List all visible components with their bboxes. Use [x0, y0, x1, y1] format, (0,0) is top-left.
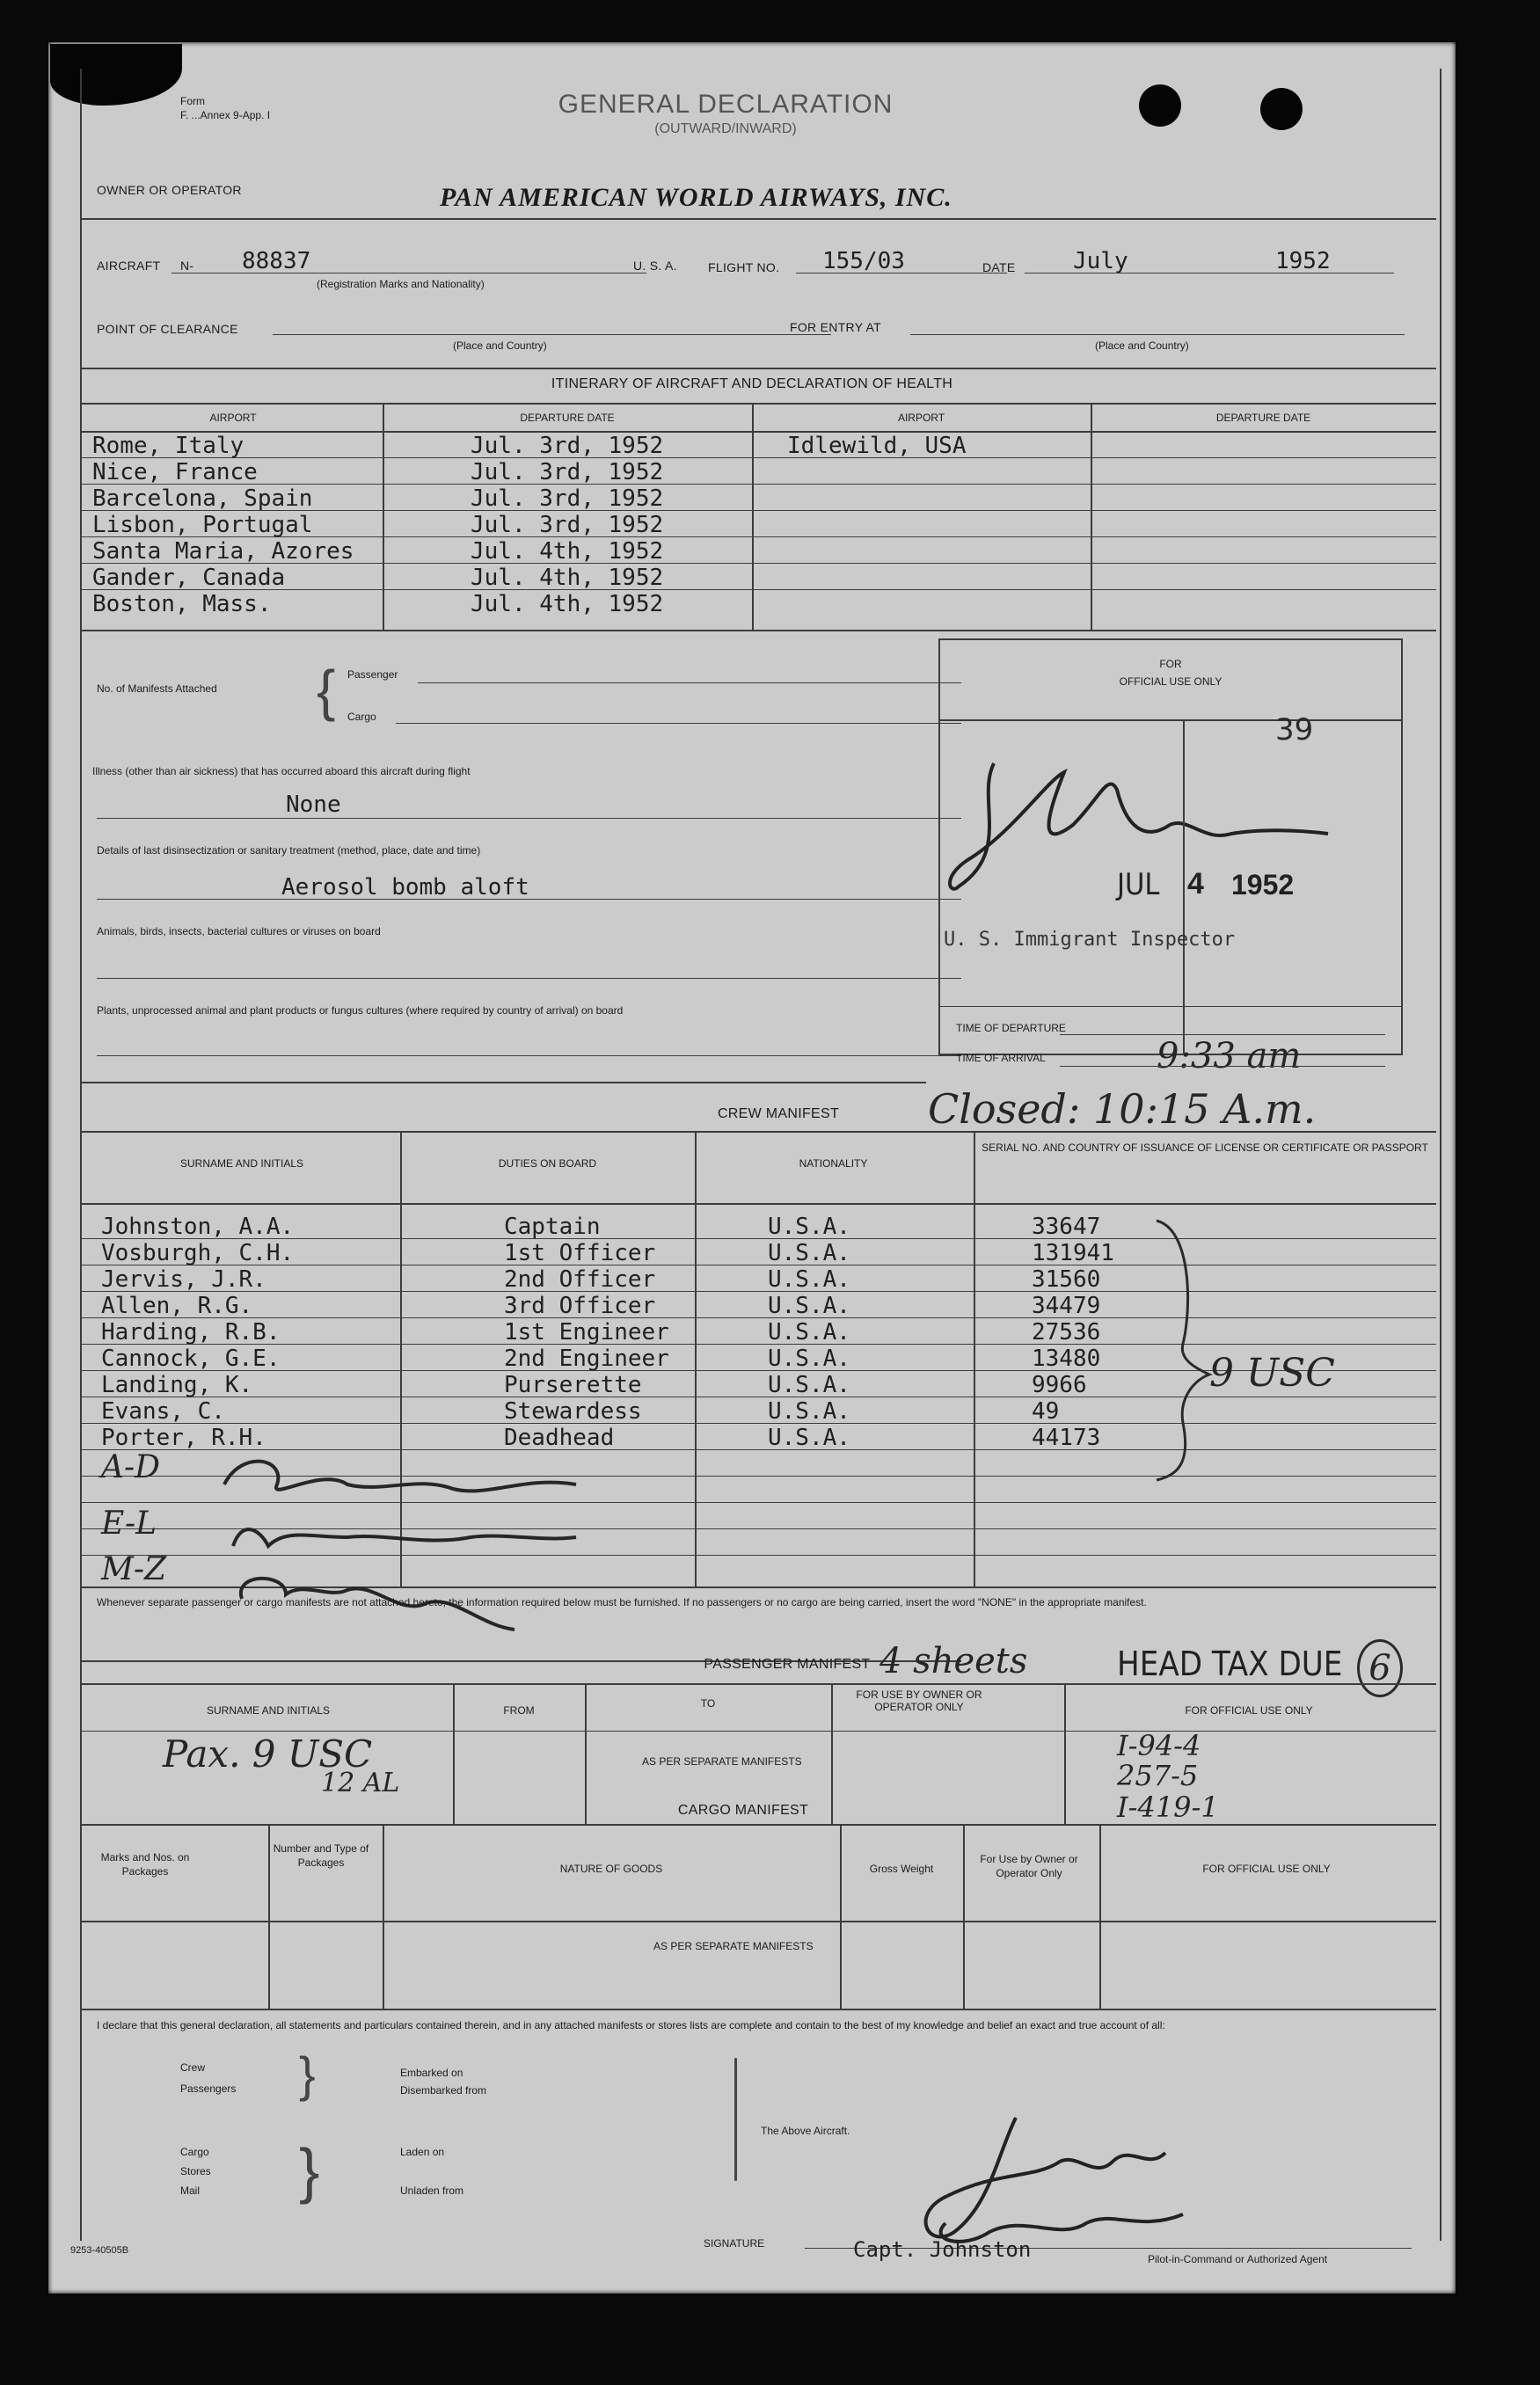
official-number: 39: [1275, 712, 1314, 748]
crew-col-serial: SERIAL NO. AND COUNTRY OF ISSUANCE OF LICENSE OR CERTIFICATE OR PASSPORT: [982, 1141, 1428, 1154]
declaration-sheet: [48, 42, 1456, 2294]
official-title-1: FOR: [1159, 658, 1182, 670]
passenger-title: PASSENGER MANIFEST: [704, 1657, 871, 1672]
passenger-col-to: TO: [700, 1697, 716, 1710]
manifests-brace: {: [317, 659, 336, 722]
illness-value: None: [286, 791, 341, 818]
crew-duty: 3rd Officer: [504, 1293, 656, 1319]
owner-label: OWNER OR OPERATOR: [97, 183, 242, 197]
passenger-col-owner: FOR USE BY OWNER OR OPERATOR ONLY: [856, 1688, 982, 1713]
itinerary-col-departure: DEPARTURE DATE: [520, 412, 615, 424]
cargo-col-marks: Marks and Nos. on Packages: [100, 1851, 190, 1878]
declaration-big-brace: [734, 2058, 737, 2181]
crew-duty: Purserette: [504, 1372, 642, 1398]
cargo-manifest-label: Cargo: [347, 711, 376, 723]
time-arrival-value: 9:33 am: [1157, 1036, 1302, 1076]
closed-note: Closed: 10:15 A.m.: [928, 1085, 1317, 1133]
entry-caption: (Place and Country): [1095, 339, 1189, 352]
crew-nationality: U.S.A.: [768, 1346, 850, 1372]
usa-label: U. S. A.: [633, 259, 677, 273]
crew-col-surname: SURNAME AND INITIALS: [179, 1157, 304, 1170]
signature-label: SIGNATURE: [704, 2237, 765, 2250]
date-year: 1952: [1275, 248, 1331, 274]
crew-serial: 33647: [1032, 1214, 1101, 1240]
owner-value: PAN AMERICAN WORLD AIRWAYS, INC.: [440, 183, 952, 212]
itinerary-date: Jul. 4th, 1952: [471, 565, 664, 591]
itinerary-arrival-airport: Idlewild, USA: [787, 433, 967, 459]
head-tax-due: HEAD TAX DUE: [1117, 1645, 1343, 1683]
crew-nationality: U.S.A.: [768, 1293, 850, 1319]
registration-caption: (Registration Marks and Nationality): [317, 278, 485, 290]
manifests-label: No. of Manifests Attached: [97, 682, 217, 695]
stamp-month: JUL: [1117, 867, 1160, 902]
crew-duty: Stewardess: [504, 1398, 642, 1425]
crew-nationality: U.S.A.: [768, 1425, 850, 1451]
stamp-day: 4: [1187, 867, 1204, 901]
crew-name: Vosburgh, C.H.: [101, 1240, 295, 1266]
manifest-instructions: Whenever separate passenger or cargo manifests are not attached hereto, the information required below must be furnished. If no passengers or no cargo are being carried, insert the word "NONE" in the appropriate manifest.: [97, 1596, 1147, 1608]
disinsect-value: Aerosol bomb aloft: [281, 874, 529, 901]
official-title-2: OFFICIAL USE ONLY: [1119, 675, 1223, 688]
itinerary-date: Jul. 4th, 1952: [471, 538, 664, 565]
punch-hole-right: [1260, 88, 1303, 130]
itinerary-airport: Rome, Italy: [92, 433, 245, 459]
declaration-brace-2: }: [299, 2136, 320, 2205]
crew-nationality: U.S.A.: [768, 1266, 850, 1293]
declaration-above-aircraft: The Above Aircraft.: [761, 2125, 850, 2137]
declaration-cargo: Cargo: [180, 2146, 209, 2158]
declaration-mail: Mail: [180, 2184, 201, 2197]
itinerary-airport: Nice, France: [92, 459, 258, 485]
declaration-text: I declare that this general declaration, all statements and particulars contained therein, and in any attached manifests or stores lists are complete and contain to the best of my knowledge and belief an exact and true account of all:: [97, 2019, 1165, 2031]
itinerary-airport: Lisbon, Portugal: [92, 512, 313, 538]
itinerary-date: Jul. 3rd, 1952: [471, 512, 664, 538]
aircraft-prefix: N-: [180, 259, 194, 273]
declaration-embarked: Embarked on: [400, 2067, 463, 2079]
date-label: DATE: [982, 260, 1016, 274]
head-tax-circle: 6: [1357, 1639, 1403, 1697]
stamp-line: U. S. Immigrant Inspector: [944, 929, 1236, 951]
passenger-col-surname: SURNAME AND INITIALS: [206, 1704, 331, 1717]
form-title: GENERAL DECLARATION: [558, 90, 894, 119]
form-annex: F. ...Annex 9-App. I: [180, 109, 271, 121]
itinerary-airport: Gander, Canada: [92, 565, 286, 591]
cargo-col-goods: NATURE OF GOODS: [559, 1863, 663, 1875]
itinerary-title: ITINERARY OF AIRCRAFT AND DECLARATION OF HEALTH: [551, 376, 953, 391]
form-number: Form: [180, 95, 205, 107]
itinerary-col-airport: AIRPORT: [209, 412, 257, 424]
crew-serial: 27536: [1032, 1319, 1101, 1346]
signer-name: Capt. Johnston: [853, 2237, 1032, 2262]
passenger-official-note: I-419-1: [1117, 1791, 1219, 1824]
declaration-disembarked: Disembarked from: [400, 2084, 487, 2097]
crew-bracket: [1148, 1212, 1218, 1484]
crew-duty: 1st Engineer: [504, 1319, 669, 1346]
crew-col-duties: DUTIES ON BOARD: [498, 1157, 597, 1170]
crew-serial: 44173: [1032, 1425, 1101, 1451]
passenger-note: Pax. 9 USC: [163, 1732, 373, 1776]
crew-col-nationality: NATIONALITY: [799, 1157, 868, 1170]
declaration-passengers: Passengers: [180, 2082, 237, 2095]
cargo-title: CARGO MANIFEST: [677, 1803, 809, 1818]
itinerary-airport: Barcelona, Spain: [92, 485, 313, 512]
crew-name: Allen, R.G.: [101, 1293, 253, 1319]
crew-serial: 131941: [1032, 1240, 1114, 1266]
passenger-col-official: FOR OFFICIAL USE ONLY: [1185, 1704, 1313, 1717]
crew-serial: 34479: [1032, 1293, 1101, 1319]
stamp-year: 1952: [1231, 869, 1295, 901]
crew-nationality: U.S.A.: [768, 1319, 850, 1346]
crew-name: Porter, R.H.: [101, 1425, 266, 1451]
declaration-crew: Crew: [180, 2061, 206, 2074]
crew-hand-note: M-Z: [101, 1551, 167, 1587]
passenger-separate: AS PER SEPARATE MANIFESTS: [642, 1755, 802, 1768]
itinerary-airport: Santa Maria, Azores: [92, 538, 354, 565]
clearance-caption: (Place and Country): [453, 339, 547, 352]
crew-name: Johnston, A.A.: [101, 1214, 295, 1240]
itinerary-date: Jul. 3rd, 1952: [471, 485, 664, 512]
itinerary-date: Jul. 4th, 1952: [471, 591, 664, 617]
time-arrival-label: TIME OF ARRIVAL: [956, 1052, 1046, 1064]
crew-serial: 13480: [1032, 1346, 1101, 1372]
crew-duty: 2nd Officer: [504, 1266, 656, 1293]
declaration-unladen: Unladen from: [400, 2184, 464, 2197]
cargo-col-number: Number and Type of Packages: [273, 1842, 369, 1869]
crew-title: CREW MANIFEST: [717, 1106, 840, 1121]
crew-serial: 49: [1032, 1398, 1060, 1425]
itinerary-date: Jul. 3rd, 1952: [471, 459, 664, 485]
itinerary-airport: Boston, Mass.: [92, 591, 272, 617]
crew-nationality: U.S.A.: [768, 1372, 850, 1398]
clearance-label: POINT OF CLEARANCE: [97, 322, 238, 336]
declaration-laden: Laden on: [400, 2146, 445, 2158]
crew-nationality: U.S.A.: [768, 1214, 850, 1240]
crew-hand-note: E-L: [101, 1506, 157, 1542]
punch-hole-left: [1139, 84, 1181, 127]
crew-duty: Deadhead: [504, 1425, 615, 1451]
itinerary-col-airport-2: AIRPORT: [897, 412, 945, 424]
crew-serial: 9966: [1032, 1372, 1087, 1398]
passenger-col-from: FROM: [503, 1704, 535, 1717]
form-frame: [80, 69, 1441, 2241]
date-month: July: [1073, 248, 1128, 274]
crew-duty: 1st Officer: [504, 1240, 656, 1266]
passenger-note-2: 12 AL: [321, 1768, 400, 1798]
animals-label: Animals, birds, insects, bacterial cultures or viruses on board: [97, 925, 381, 937]
signer-role: Pilot-in-Command or Authorized Agent: [1148, 2253, 1328, 2265]
illness-label: Illness (other than air sickness) that has occurred aboard this aircraft during flight: [92, 765, 471, 777]
aircraft-label: AIRCRAFT: [97, 259, 161, 273]
time-departure-label: TIME OF DEPARTURE: [956, 1022, 1066, 1034]
flight-label: FLIGHT NO.: [708, 260, 780, 274]
cargo-col-weight: Gross Weight: [869, 1863, 934, 1875]
crew-name: Cannock, G.E.: [101, 1346, 281, 1372]
crew-hand-note: A-D: [101, 1449, 161, 1485]
itinerary-date: Jul. 3rd, 1952: [471, 433, 664, 459]
crew-duty: 2nd Engineer: [504, 1346, 669, 1372]
crew-serial: 31560: [1032, 1266, 1101, 1293]
crew-nationality: U.S.A.: [768, 1398, 850, 1425]
crew-nationality: U.S.A.: [768, 1240, 850, 1266]
passenger-official-note: 257-5: [1117, 1759, 1199, 1792]
form-subtitle: (OUTWARD/INWARD): [654, 121, 797, 136]
crew-name: Jervis, J.R.: [101, 1266, 266, 1293]
aircraft-value: 88837: [242, 248, 311, 274]
plants-label: Plants, unprocessed animal and plant products or fungus cultures (where required by country of arrival) on board: [97, 1004, 624, 1017]
cargo-col-official: FOR OFFICIAL USE ONLY: [1202, 1863, 1331, 1875]
disinsect-label: Details of last disinsectization or sanitary treatment (method, place, date and time): [97, 844, 481, 857]
cargo-col-owner: For Use by Owner or Operator Only: [980, 1853, 1078, 1879]
passenger-sheets-note: 4 sheets: [879, 1641, 1028, 1681]
captain-signature: [893, 2100, 1209, 2258]
passenger-official-note: I-94-4: [1117, 1729, 1201, 1762]
cargo-separate: AS PER SEPARATE MANIFESTS: [653, 1940, 814, 1952]
crew-bracket-note: 9 USC: [1209, 1351, 1335, 1396]
crew-name: Landing, K.: [101, 1372, 253, 1398]
torn-corner: [50, 44, 182, 106]
crew-duty: Captain: [504, 1214, 601, 1240]
declaration-stores: Stores: [180, 2165, 211, 2177]
itinerary-col-departure-2: DEPARTURE DATE: [1215, 412, 1311, 424]
crew-name: Evans, C.: [101, 1398, 225, 1425]
flight-value: 155/03: [822, 248, 905, 274]
entry-label: FOR ENTRY AT: [790, 320, 881, 334]
passenger-manifest-label: Passenger: [347, 668, 398, 681]
declaration-brace-1: }: [299, 2046, 316, 2102]
crew-name: Harding, R.B.: [101, 1319, 281, 1346]
form-code: 9253-40505B: [70, 2245, 129, 2256]
